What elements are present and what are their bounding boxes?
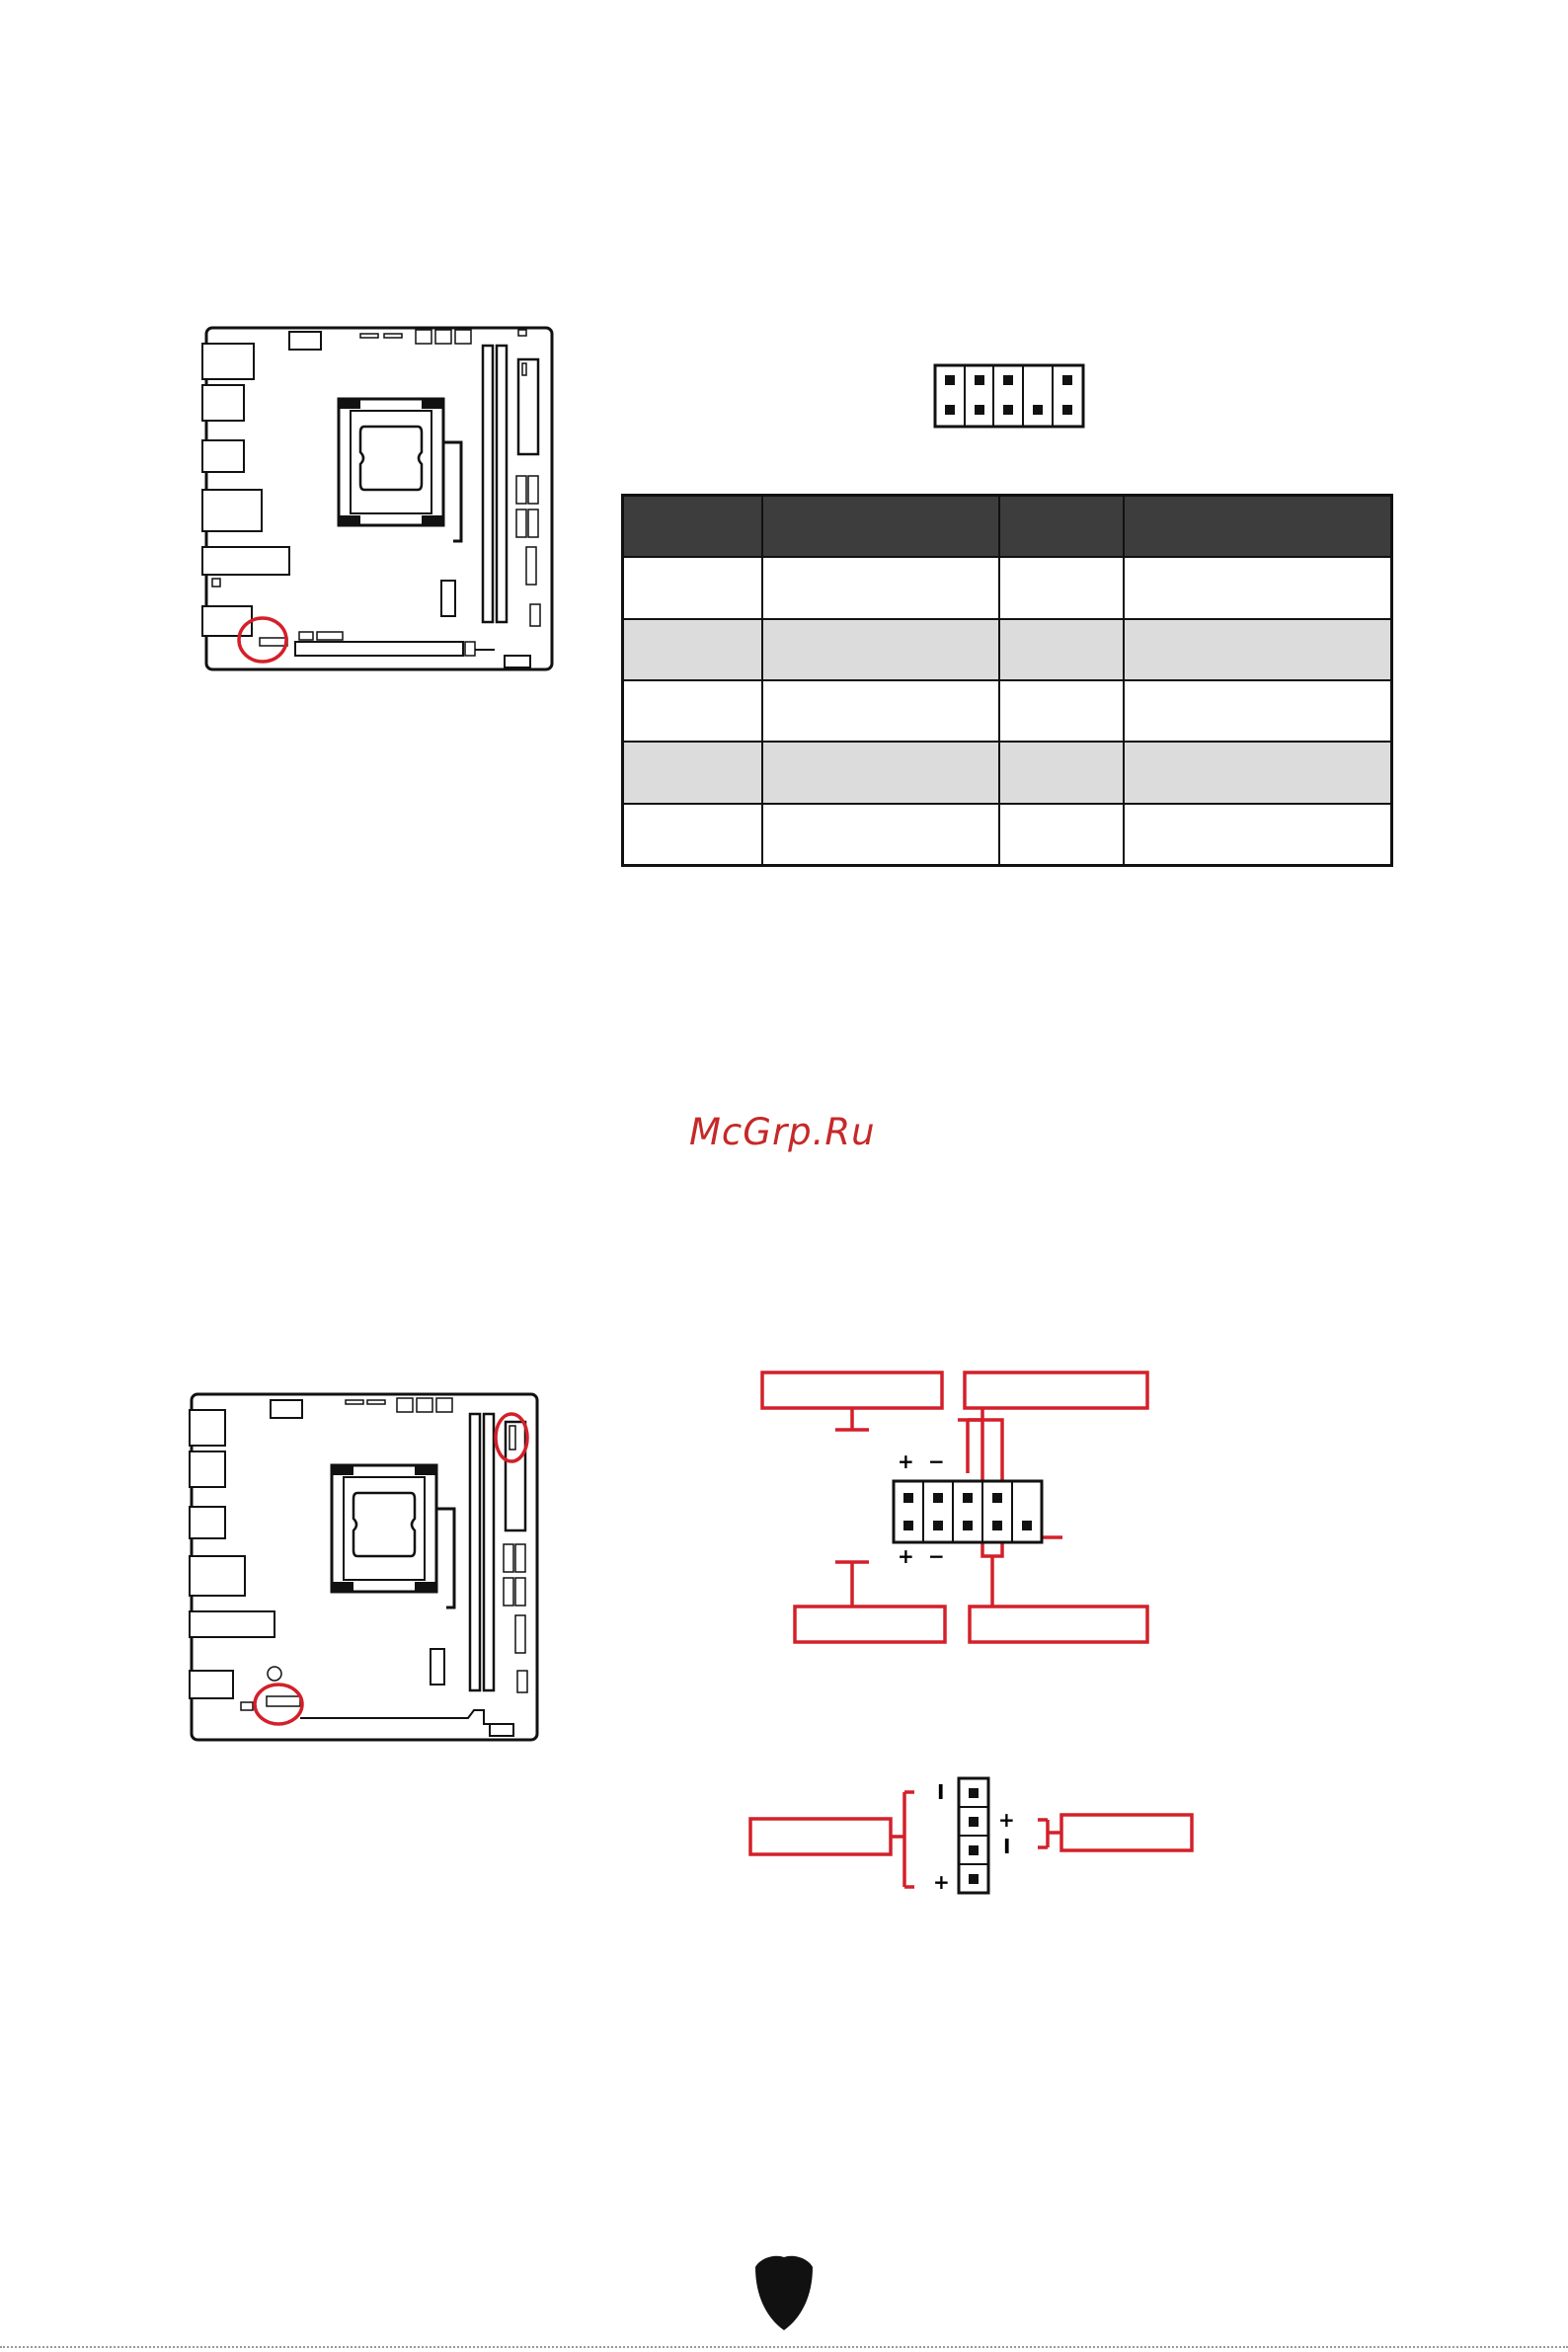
table-row — [623, 557, 1392, 618]
table-row — [623, 619, 1392, 680]
sign-right-bottom: I — [1003, 1835, 1011, 1858]
sign-left-top: I — [937, 1780, 945, 1804]
page-bottom-rule — [0, 2346, 1568, 2348]
sign-plus: + — [898, 1450, 914, 1473]
sign-minus: − — [928, 1544, 945, 1568]
table-row — [623, 680, 1392, 742]
table-row — [623, 804, 1392, 866]
table-header-cell — [762, 496, 999, 558]
motherboard-diagram-top — [200, 324, 558, 675]
pin-header-icon — [933, 363, 1085, 432]
sign-left-bottom: + — [933, 1870, 950, 1894]
header-pin — [1062, 405, 1072, 415]
header-pin — [1003, 405, 1013, 415]
shield-icon — [751, 2253, 817, 2336]
table-header-cell — [999, 496, 1124, 558]
header-pin — [1003, 375, 1013, 385]
four-pin-header-diagram — [745, 1772, 1200, 1905]
table-header-row — [623, 496, 1392, 558]
table-header-cell — [623, 496, 763, 558]
watermark: McGrp.Ru — [689, 1111, 876, 1153]
motherboard-diagram-bottom — [184, 1392, 541, 1744]
header-pin — [945, 375, 955, 385]
front-panel-header-diagram — [750, 1368, 1205, 1658]
sign-plus: + — [898, 1544, 914, 1568]
table-header-cell — [1124, 496, 1392, 558]
header-pin — [975, 405, 984, 415]
pin-definition-table — [621, 494, 1393, 867]
sign-minus: − — [928, 1450, 945, 1473]
header-pin — [975, 375, 984, 385]
header-pin — [1033, 405, 1043, 415]
header-pin — [945, 405, 955, 415]
table-row — [623, 742, 1392, 803]
sign-right-top: + — [998, 1808, 1015, 1832]
header-pin — [1062, 375, 1072, 385]
